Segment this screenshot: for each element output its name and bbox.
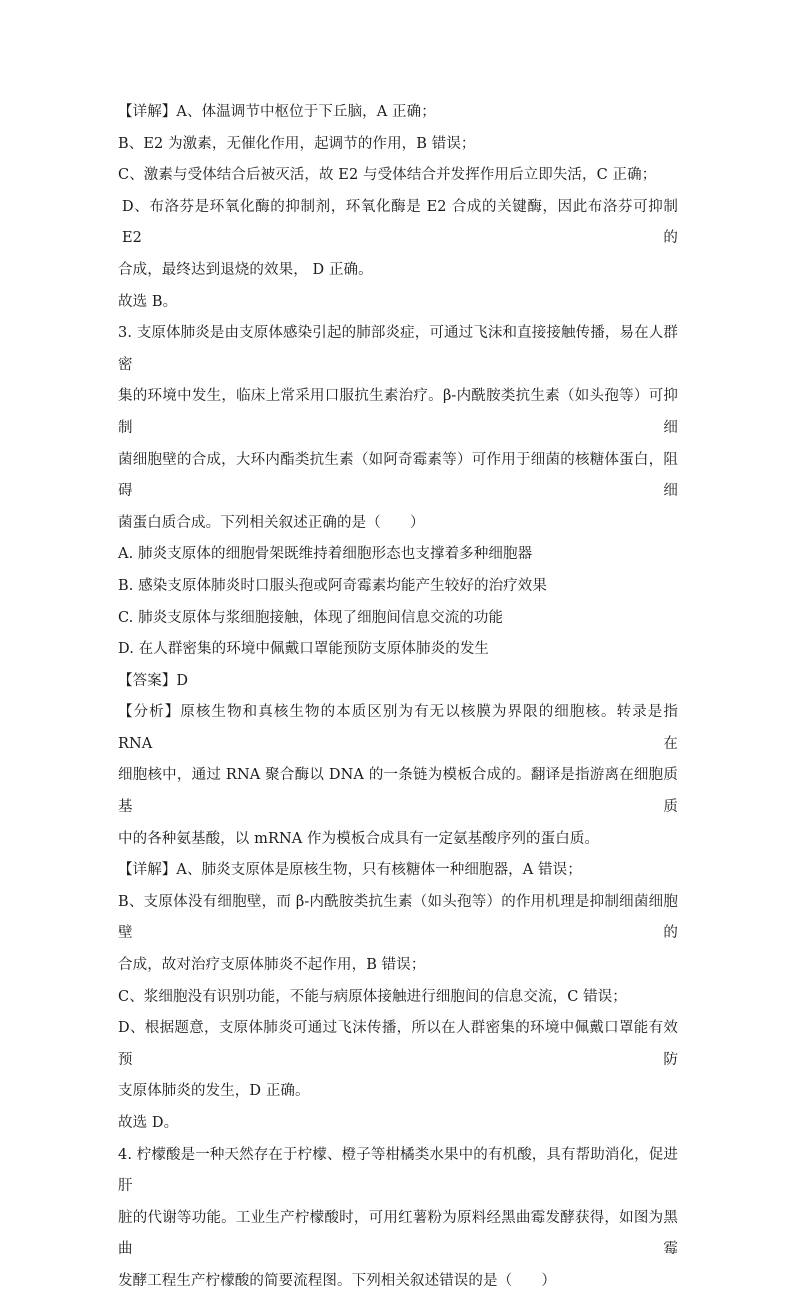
detail-q2-d-line1: D、布洛芬是环氧化酶的抑制剂，环氧化酶是 E2 合成的关键酶，因此布洛芬可抑制 E2 的 <box>122 198 678 247</box>
detail-q3-b-line2: 合成，故对治疗支原体肺炎不起作用，B 错误； <box>118 957 426 974</box>
question-3-line3: 菌细胞壁的合成，大环内酯类抗生素（如阿奇霉素等）可作用于细菌的核糖体蛋白，阻碍细 <box>118 451 678 500</box>
detail-q3-a: 【详解】A、肺炎支原体是原核生物，只有核糖体一种细胞器，A 错误； <box>118 862 582 879</box>
detail-q3-d-line1: D、根据题意，支原体肺炎可通过飞沫传播，所以在人群密集的环境中佩戴口罩能有效预防 <box>118 1020 678 1068</box>
detail-q2-d-line2: 合成，最终达到退烧的效果， D 正确。 <box>118 261 373 278</box>
analysis-line1: 【分析】原核生物和真核生物的本质区别为有无以核膜为界限的细胞核。转录是指 RNA 在 <box>118 704 678 752</box>
question-3-line1: 3. 支原体肺炎是由支原体感染引起的肺部炎症，可通过飞沫和直接接触传播，易在人群密 <box>118 325 678 373</box>
analysis-line3: 中的各种氨基酸，以 mRNA 作为模板合成具有一定氨基酸序列的蛋白质。 <box>118 830 600 847</box>
analysis-line2: 细胞核中，通过 RNA 聚合酶以 DNA 的一条链为模板合成的。翻译是指游离在细胞质基质 <box>118 767 678 816</box>
detail-q3-b-line1: B、支原体没有细胞壁，而 β-内酰胺类抗生素（如头孢等）的作用机理是抑制细菌细胞壁的 <box>118 893 678 942</box>
question-3-line2: 集的环境中发生，临床上常采用口服抗生素治疗。β-内酰胺类抗生素（如头孢等）可抑制细 <box>118 388 678 436</box>
detail-q3-c: C、浆细胞没有识别功能，不能与病原体接触进行细胞间的信息交流，C 错误； <box>118 988 627 1005</box>
detail-q2-b: B、E2 为激素，无催化作用，起调节的作用，B 错误； <box>118 135 476 152</box>
option-d: D. 在人群密集的环境中佩戴口罩能预防支原体肺炎的发生 <box>118 641 490 658</box>
option-c: C. 肺炎支原体与浆细胞接触，体现了细胞间信息交流的功能 <box>118 609 504 626</box>
option-a: A. 肺炎支原体的细胞骨架既维持着细胞形态也支撑着多种细胞器 <box>118 546 533 563</box>
answer-choice-q2: 故选 B。 <box>118 293 178 310</box>
document-page <box>118 97 678 1298</box>
question-4-line2: 脏的代谢等功能。工业生产柠檬酸时，可用红薯粉为原料经黑曲霉发酵获得，如图为黑曲霉 <box>118 1209 678 1258</box>
option-b: B. 感染支原体肺炎时口服头孢或阿奇霉素均能产生较好的治疗效果 <box>118 577 547 594</box>
question-3-line4: 菌蛋白质合成。下列相关叙述正确的是（ ） <box>118 514 425 531</box>
answer-choice-q3: 故选 D。 <box>118 1115 179 1131</box>
detail-q2-a: 【详解】A、体温调节中枢位于下丘脑，A 正确； <box>118 104 436 120</box>
detail-q2-c: C、激素与受体结合后被灭活，故 E2 与受体结合并发挥作用后立即失活，C 正确； <box>118 167 657 184</box>
detail-q3-d-line2: 支原体肺炎的发生，D 正确。 <box>118 1083 310 1100</box>
question-4-line3: 发酵工程生产柠檬酸的简要流程图。下列相关叙述错误的是（ ） <box>118 1272 556 1289</box>
answer-label: 【答案】D <box>118 672 189 689</box>
question-4-line1: 4. 柠檬酸是一种天然存在于柠檬、橙子等柑橘类水果中的有机酸，具有帮助消化，促进肝 <box>118 1146 678 1195</box>
